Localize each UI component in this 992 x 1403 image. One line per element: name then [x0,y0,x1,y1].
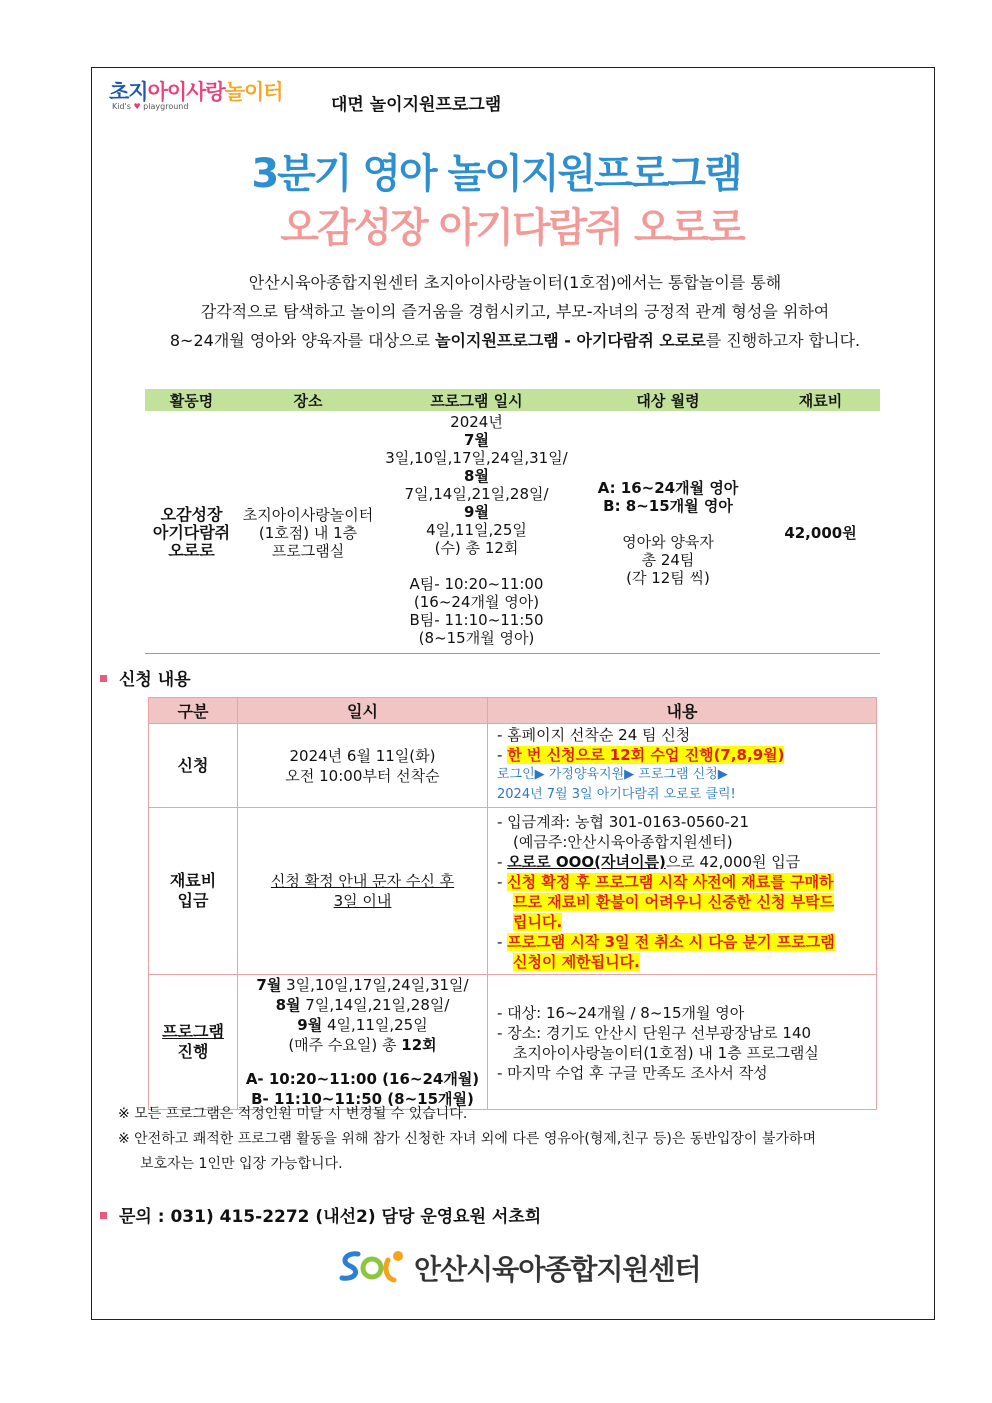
apply-table-header: 구분 일시 내용 [149,698,877,724]
header-target-age: 대상 월령 [636,391,700,410]
bullet-icon [100,675,107,682]
program-name: 오감성장 아기다람쥐 오로로 [152,504,231,560]
program-place: 초지아이사랑놀이터 (1호점) 내 1층 프로그램실 [242,505,374,560]
program-table [145,389,880,654]
playground-logo [109,76,324,116]
center-logo-mark [336,1246,408,1286]
contact-line: 문의 : 031) 415-2272 (내선2) 담당 운영요원 서초희 [100,1202,541,1227]
program-table-header [145,389,880,411]
table-row-apply: 신청 2024년 6월 11일(화) 오전 10:00부터 선착순 - 홈페이지 선착순 24 팀 신청 - 한 번 신청으로 12회 수업 진행(7,8,9월) 로그인▶ 가정양육지원▶ 프로그램 신청▶ 2024년 7월 3일 아기다람쥐 오로로 클릭! [149,724,877,808]
header-activity: 활동명 [169,391,214,410]
intro-paragraph: 안산시육아종합지원센터 초지아이사랑놀이터(1호점)에서는 통합놀이를 통해 감각적으로 탐색하고 놀이의 즐거움을 경험시키고, 부모-자녀의 긍정적 관계 형성을 위하여 8~24개월 영아와 양육자를 대상으로 놀이지원프로그램 - 아기다람쥐 오로로를 진행하고자 합니다. [169,273,861,350]
header-place: 장소 [293,391,323,410]
notes: ※ 모든 프로그램은 적정인원 미달 시 변경될 수 있습니다. ※ 안전하고 쾌적한 프로그램 활동을 위해 참가 신청한 자녀 외에 다른 영유아(형제,친구 등)은 동반입장이 불가하며 보호자는 1인만 입장 가능합니다. [118,1106,816,1172]
apply-section-title: 신청 내용 [100,665,191,690]
program-target: A: 16~24개월 영아 B: 8~15개월 영아 영아와 양육자 총 24팀 (각 12팀 씩) [597,478,739,587]
header-fee: 재료비 [798,391,843,410]
table-row-run: 프로그램 진행 7월 3일,10일,17일,24일,31일/ 8월 7일,14일,21일,28일/ 9월 4일,11일,25일 (매주 수요일) 총 12회 A- 10:20~11:00 (16~24개월) B- 11:10~11:50 (8~15개월) - 대상: 16~24개월 / 8~15개월 영아 - 장소: 경기도 안산시 단원구 선부광장남로 140 초지아이사랑놀이터(1호점) 내 1층 프로그램실 - 마지막 수업 후 구글 만족도 조사서 작성 [149,975,877,1110]
program-fee: 42,000원 [784,523,857,542]
title-main: 3분기 영아 놀이지원프로그램 [251,151,741,197]
logo-subtitle: Kid's ♥ playground [112,102,189,111]
center-name: 안산시육아종합지원센터 [414,1253,701,1286]
logo-wordmark: 초지아이사랑놀이터 [109,80,283,104]
apply-table [148,697,877,1110]
header-label: 대면 놀이지원프로그램 [331,95,502,115]
table-row-fee: 재료비 입금 신청 확정 안내 문자 수신 후 3일 이내 - 입금계좌: 농협 301-0163-0560-21 (예금주:안산시육아종합지원센터) - 오로로 OOO(자녀이름)으로 42,000원 입금 - 신청 확정 후 프로그램 시작 사전에 재료를 구매하 므로 재료비 환불이 어려우니 신중한 신청 부탁드 립니다. - 프로그램 시작 3일 전 취소 시 다음 분기 프로그램 신청이 제한됩니다. [149,808,877,975]
bullet-icon [100,1212,107,1219]
title-sub: 오감성장 아기다람쥐 오로로 [280,205,744,251]
program-schedule: 2024년 7월 3일,10일,17일,24일,31일/ 8월 7일,14일,21일,28일/ 9월 4일,11일,25일 (수) 총 12회 A팀- 10:20~11:00 (16~24개월 영아) B팀- 11:10~11:50 (8~15개월 영아) [385,413,568,647]
center-logo [336,1244,706,1289]
header-schedule: 프로그램 일시 [430,391,523,410]
program-table-row [145,411,880,654]
